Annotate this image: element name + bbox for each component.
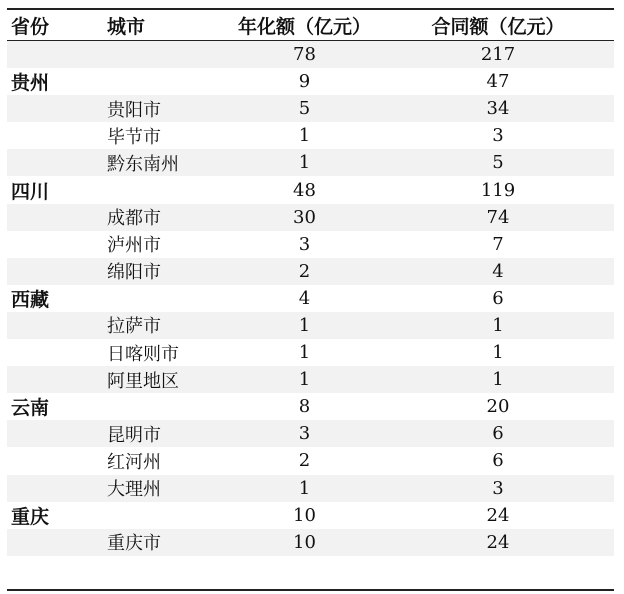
table-row [7, 339, 614, 366]
cell-annual: 10 [293, 504, 316, 526]
cell-contract: 6 [492, 450, 504, 472]
cell-contract: 4 [492, 260, 504, 282]
cell-annual: 1 [298, 369, 311, 391]
cell-annual: 1 [298, 152, 311, 174]
cell-city: 大理州 [107, 479, 161, 501]
cell-contract: 1 [492, 342, 504, 364]
table-row [7, 176, 614, 203]
cell-annual: 30 [293, 206, 316, 228]
cell-contract: 20 [486, 396, 510, 418]
cell-annual: 1 [298, 477, 311, 499]
table-row [7, 285, 614, 312]
province-name: 西藏 [11, 288, 50, 311]
province-name: 重庆 [11, 505, 50, 528]
cell-annual: 1 [298, 314, 311, 336]
cell-province [7, 393, 107, 420]
table-row [7, 149, 614, 176]
cell-province [7, 502, 107, 529]
cell-annual: 2 [298, 260, 311, 282]
cell-city: 阿里地区 [107, 370, 179, 392]
table-row [7, 312, 614, 339]
table-row [7, 420, 614, 447]
data-table [7, 8, 614, 591]
cell-annual: 1 [298, 125, 311, 147]
table-row [7, 258, 614, 285]
cell-city: 泸州市 [107, 235, 161, 257]
bottom-rule [7, 589, 614, 591]
cell-contract: 217 [480, 44, 516, 66]
table-row [7, 122, 614, 149]
cell-contract: 34 [486, 98, 510, 120]
table-body [7, 41, 614, 556]
cell-city: 贵阳市 [107, 99, 161, 121]
cell-city: 重庆市 [107, 533, 161, 555]
cell-contract: 24 [486, 531, 510, 553]
cell-annual: 2 [298, 450, 311, 472]
cell-province [7, 68, 107, 95]
cell-city: 毕节市 [107, 126, 161, 148]
cell-contract: 24 [486, 504, 510, 526]
header-city: 城市 [107, 15, 146, 38]
province-name: 贵州 [11, 72, 50, 95]
table-row [7, 231, 614, 258]
table-row [7, 68, 614, 95]
cell-annual: 8 [298, 396, 311, 418]
cell-contract: 1 [492, 369, 504, 391]
table-row [7, 95, 614, 122]
cell-annual: 3 [298, 423, 311, 445]
cell-city: 成都市 [107, 208, 161, 230]
cell-contract: 74 [486, 206, 510, 228]
cell-contract: 6 [492, 287, 504, 309]
cell-city: 绵阳市 [107, 262, 161, 284]
table-row [7, 204, 614, 231]
cell-annual: 1 [298, 342, 311, 364]
bottom-spacer [7, 556, 614, 589]
table-row [7, 393, 614, 420]
province-name: 四川 [11, 180, 50, 203]
cell-contract: 1 [492, 314, 504, 336]
cell-contract: 3 [492, 477, 504, 499]
table-row [7, 502, 614, 529]
cell-city: 黔东南州 [107, 153, 179, 175]
cell-contract: 6 [492, 423, 504, 445]
header-contract: 合同额（亿元） [431, 15, 565, 38]
cell-city: 昆明市 [107, 424, 161, 446]
cell-contract: 47 [486, 71, 510, 93]
header-annual: 年化额（亿元） [237, 15, 371, 38]
table-header [7, 10, 614, 41]
cell-city: 日喀则市 [107, 343, 179, 365]
table-row [7, 447, 614, 474]
cell-contract: 119 [480, 179, 516, 201]
cell-annual: 48 [293, 179, 316, 201]
province-name: 云南 [11, 397, 50, 420]
cell-province [7, 177, 107, 204]
header-province: 省份 [11, 15, 50, 38]
cell-annual: 4 [298, 287, 311, 309]
cell-province [7, 285, 107, 312]
cell-city: 红河州 [107, 451, 161, 473]
cell-annual: 9 [298, 71, 311, 93]
cell-annual: 78 [293, 44, 316, 66]
table-row [7, 41, 614, 68]
cell-annual: 5 [298, 98, 311, 120]
cell-contract: 3 [492, 125, 504, 147]
cell-annual: 3 [298, 233, 311, 255]
cell-annual: 10 [293, 531, 316, 553]
table-row [7, 475, 614, 502]
cell-contract: 7 [492, 233, 504, 255]
table-row [7, 366, 614, 393]
table-row [7, 529, 614, 556]
cell-contract: 5 [492, 152, 504, 174]
cell-city: 拉萨市 [107, 316, 161, 338]
